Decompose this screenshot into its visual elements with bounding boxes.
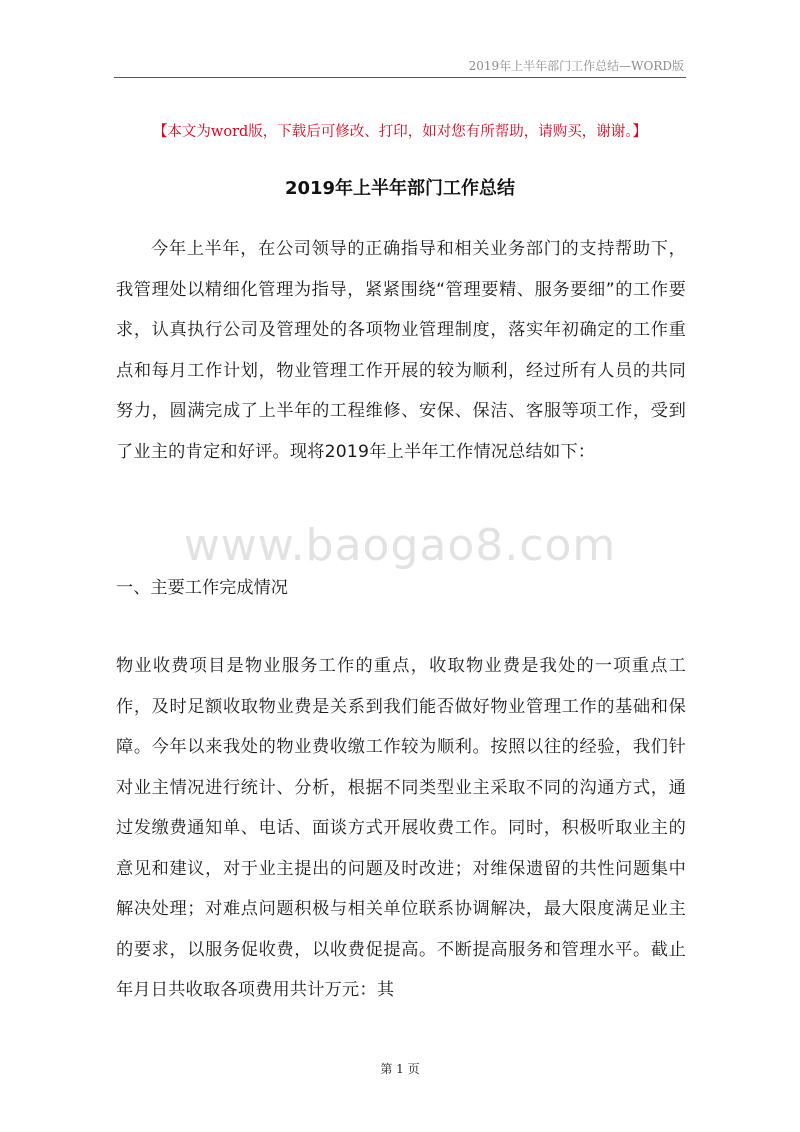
section-heading: 一、主要工作完成情况: [116, 578, 288, 598]
running-header: 2019年上半年部门工作总结—WORD版: [468, 59, 684, 73]
purchase-notice: 【本文为word版，下载后可修改、打印，如对您有所帮助，请购买，谢谢。】: [152, 124, 648, 140]
page-number: 第 1 页: [380, 1062, 420, 1076]
body-paragraph: 物业收费项目是物业服务工作的重点，收取物业费是我处的一项重点工作，及时足额收取物业费是关系到我们能否做好物业管理工作的基础和保障。今年以来我处的物业费收缴工作较为顺利。按照以往的经验，我们针对业主情况进行统计、分析，根据不同类型业主采取不同的沟通方式，通过发缴费通知单、电话、面谈方式开展收费工作。同时，积极听取业主的意见和建议，对于业主提出的问题及时改进；对维保遗留的共性问题集中解决处理；对难点问题积极与相关单位联系协调解决，最大限度满足业主的要求，以服务促收费，以收费促提高。不断提高服务和管理水平。截止年月日共收取各项费用共计万元：其: [116, 656, 686, 1000]
intro-paragraph: 今年上半年，在公司领导的正确指导和相关业务部门的支持帮助下，我管理处以精细化管理为指导，紧紧围绕“管理要精、服务要细”的工作要求，认真执行公司及管理处的各项物业管理制度，落实年初确定的工作重点和每月工作计划，物业管理工作开展的较为顺利，经过所有人员的共同努力，圆满完成了上半年的工程维修、安保、保洁、客服等项工作，受到了业主的肯定和好评。现将2019年上半年工作情况总结如下：: [116, 239, 686, 462]
header-divider: [114, 77, 686, 78]
watermark-text: www.baogao8.com: [183, 520, 617, 571]
document-title: 2019年上半年部门工作总结: [284, 178, 516, 199]
